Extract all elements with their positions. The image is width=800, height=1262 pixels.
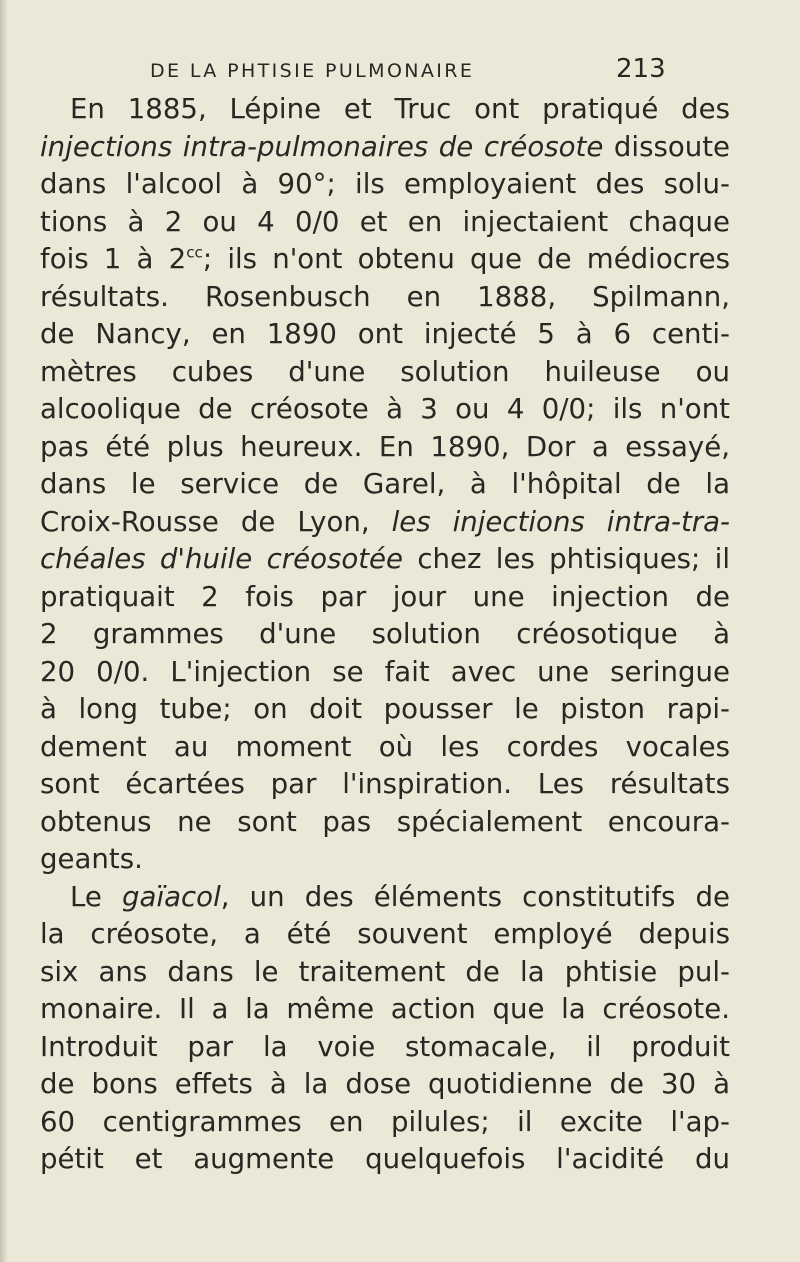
- text-segment: chez les phtisiques; il: [403, 542, 731, 575]
- text-segment: de bons effets à la dose quotidienne de 30 à: [40, 1067, 730, 1100]
- text-line: [40, 1028, 730, 1066]
- text-segment: résultats. Rosenbusch en 1888, Spilmann,: [40, 279, 730, 313]
- italic-text: les injections intra-tra-: [391, 504, 730, 538]
- text-segment: dans l'alcool à 90°; ils employaient des solu-: [40, 167, 730, 200]
- text-line: [40, 390, 730, 428]
- text-line: [40, 803, 730, 841]
- text-line: [40, 203, 730, 241]
- text-line: [40, 165, 730, 203]
- text-segment: fois 1 à 2: [40, 242, 187, 275]
- text-line: [40, 1103, 730, 1141]
- text-line: [40, 765, 730, 803]
- text-segment: 20 0/0. L'injection se fait avec une seringue: [40, 654, 730, 688]
- text-segment: 2 grammes d'une solution créosotique à: [40, 617, 730, 650]
- text-line: [40, 540, 730, 578]
- text-segment: obtenus ne sont pas spécialement encoura-: [40, 804, 730, 838]
- text-segment: six ans dans le traitement de la phtisie pul-: [40, 954, 730, 988]
- text-segment: En 1885, Lépine et Truc ont pratiqué des: [70, 92, 730, 125]
- text-segment: monaire. Il a la même action que la créosote.: [40, 992, 730, 1025]
- text-segment: pratiquait 2 fois par jour une injection de: [40, 579, 730, 613]
- text-segment: pétit et augmente quelquefois l'acidité du: [40, 1142, 730, 1175]
- text-segment: alcoolique de créosote à 3 ou 4 0/0; ils n'ont: [40, 392, 730, 425]
- text-line: [40, 690, 730, 728]
- text-segment: dans le service de Garel, à l'hôpital de la: [40, 467, 730, 500]
- text-segment: , un des éléments constitutifs de: [220, 879, 730, 913]
- text-line: [40, 465, 730, 503]
- text-line: [40, 990, 730, 1028]
- text-segment: 60 centigrammes en pilules; il excite l'ap-: [40, 1104, 730, 1138]
- text-line: [40, 315, 730, 353]
- text-line: [40, 878, 730, 916]
- text-line: [40, 278, 730, 316]
- text-segment: Introduit par la voie stomacale, il produit: [40, 1029, 730, 1063]
- text-segment: la créosote, a été souvent employé depuis: [40, 917, 730, 950]
- text-line: [40, 240, 730, 278]
- text-line: [40, 503, 730, 541]
- text-segment: de Nancy, en 1890 ont injecté 5 à 6 centi-: [40, 317, 730, 350]
- text-line: [40, 578, 730, 616]
- text-segment: Le: [70, 879, 123, 913]
- text-line: [40, 1065, 730, 1103]
- text-segment: Croix-Rousse de Lyon,: [40, 504, 392, 538]
- text-line: [40, 728, 730, 766]
- text-line: [40, 953, 730, 991]
- page-number: 213: [616, 54, 666, 84]
- text-line: [40, 1140, 730, 1178]
- text-segment: dissoute: [603, 129, 730, 163]
- text-line: [40, 840, 730, 878]
- text-segment: geants.: [40, 842, 143, 875]
- text-line: [40, 90, 730, 128]
- running-title: DE LA PHTISIE PULMONAIRE: [150, 60, 475, 82]
- text-line: [40, 615, 730, 653]
- text-segment: pas été plus heureux. En 1890, Dor a essayé,: [40, 429, 730, 463]
- text-line: [40, 353, 730, 391]
- italic-text: gaïacol: [122, 879, 221, 913]
- italic-text: injections intra-pulmonaires de créosote: [40, 129, 604, 163]
- text-segment: dement au moment où les cordes vocales: [40, 729, 730, 763]
- text-segment: ; ils n'ont obtenu que de médiocres: [202, 242, 730, 275]
- text-segment: mètres cubes d'une solution huileuse ou: [40, 354, 730, 388]
- text-segment: tions à 2 ou 4 0/0 et en injectaient chaque: [40, 204, 730, 238]
- text-line: [40, 653, 730, 691]
- superscript-text: cc: [186, 243, 203, 262]
- italic-text: chéales d'huile créosotée: [40, 542, 404, 575]
- running-head: [0, 52, 800, 92]
- page-binding-edge: [0, 0, 8, 1262]
- text-line: [40, 915, 730, 953]
- body-text: [40, 90, 730, 1178]
- text-segment: sont écartées par l'inspiration. Les résultats: [40, 767, 730, 800]
- text-line: [40, 428, 730, 466]
- text-segment: à long tube; on doit pousser le piston rapi-: [40, 692, 730, 725]
- text-line: [40, 128, 730, 166]
